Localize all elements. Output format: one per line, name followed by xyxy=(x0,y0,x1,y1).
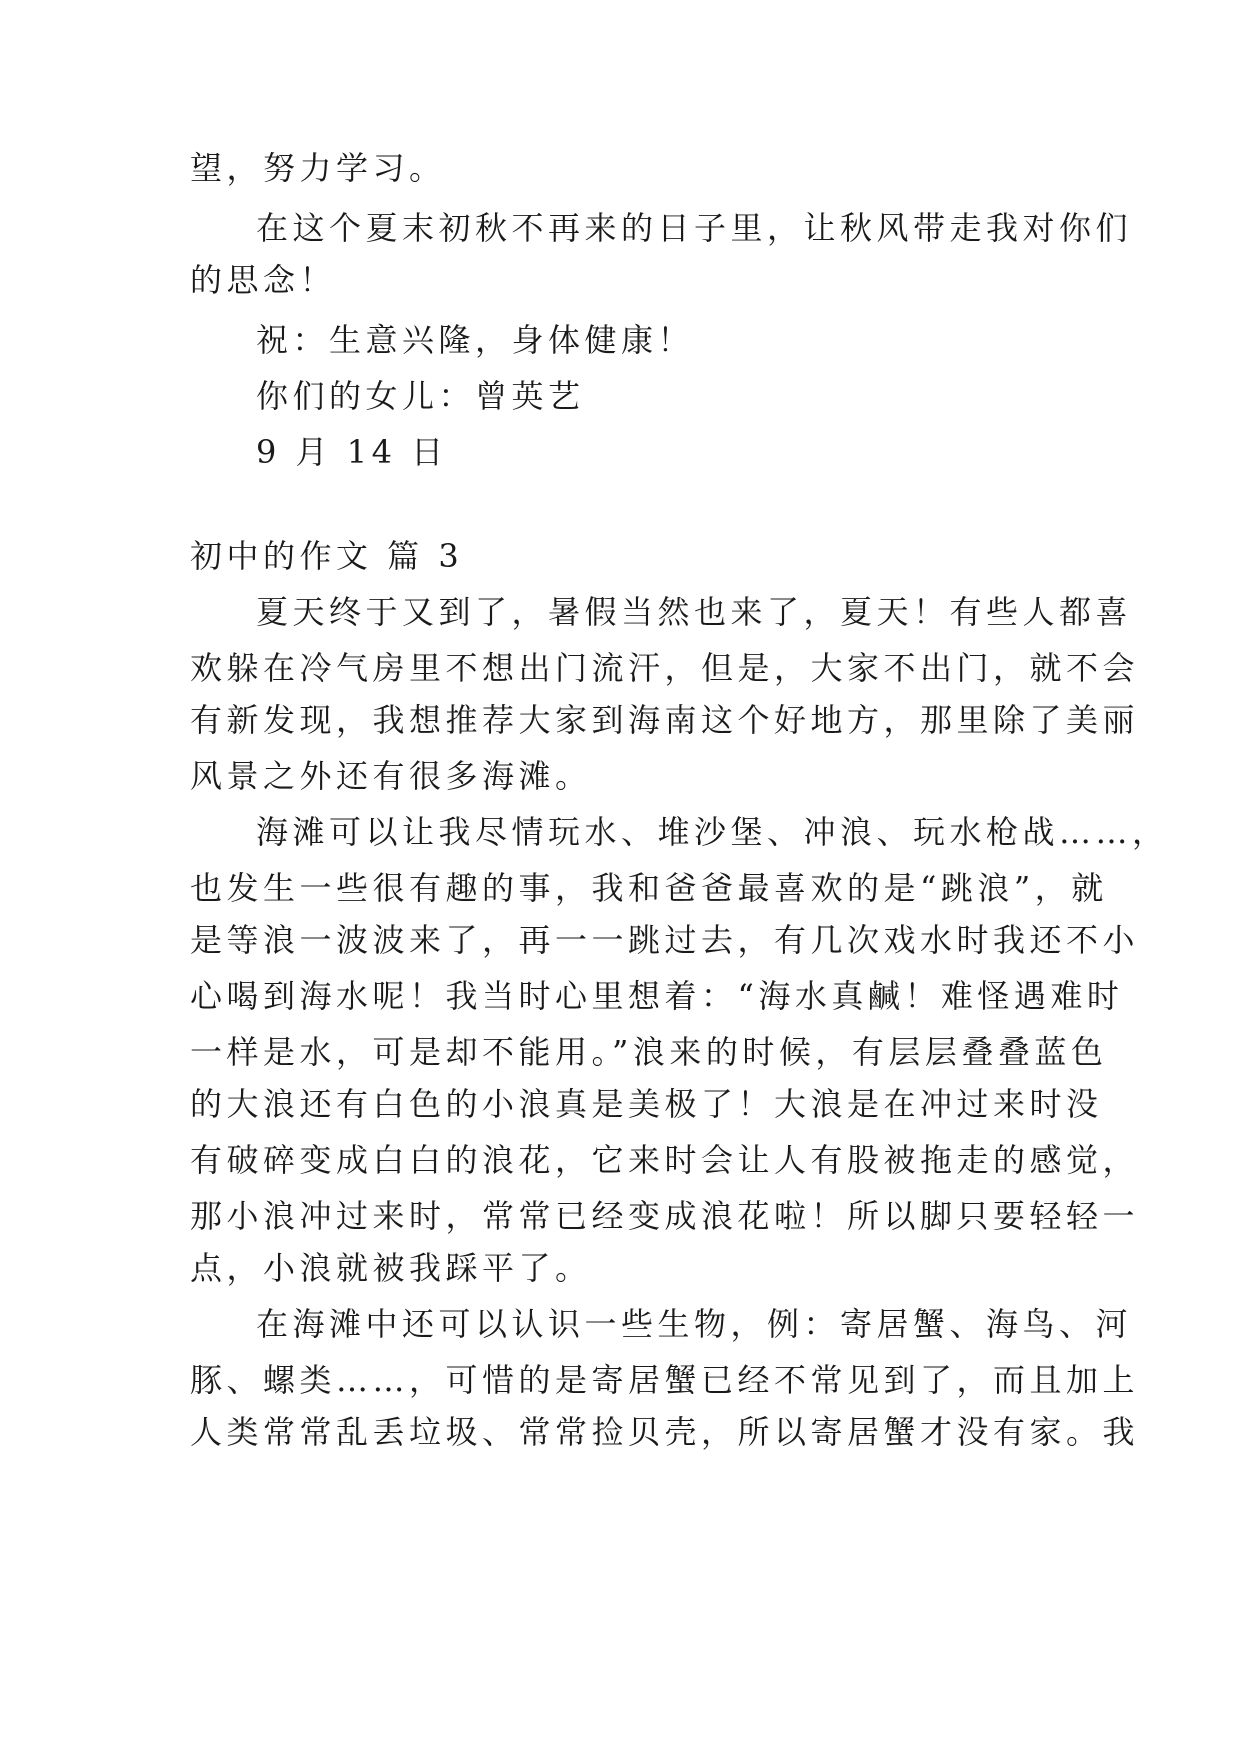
text-line: 一样是水，可是却不能用。”浪来的时候，有层层叠叠蓝色 xyxy=(190,1033,1108,1071)
text-line: 是等浪一波波来了，再一一跳过去，有几次戏水时我还不小 xyxy=(190,921,1140,959)
text-line: 欢躲在冷气房里不想出门流汗，但是，大家不出门，就不会 xyxy=(190,649,1140,687)
text-line: 的思念！ xyxy=(190,261,337,299)
text-line: 夏天终于又到了，暑假当然也来了，夏天！有些人都喜 xyxy=(256,593,1133,631)
text-line: 那小浪冲过来时，常常已经变成浪花啦！所以脚只要轻轻一 xyxy=(190,1197,1140,1235)
greeting-line: 祝：生意兴隆，身体健康！ xyxy=(256,321,695,359)
text-line: 风景之外还有很多海滩。 xyxy=(190,757,592,795)
signature-line: 你们的女儿：曾英艺 xyxy=(256,377,585,415)
section-title: 初中的作文 篇 3 xyxy=(190,537,464,575)
text-line: 在这个夏末初秋不再来的日子里，让秋风带走我对你们 xyxy=(256,209,1133,247)
text-line: 点，小浪就被我踩平了。 xyxy=(190,1249,592,1287)
text-line: 海滩可以让我尽情玩水、堆沙堡、冲浪、玩水枪战……， xyxy=(256,813,1169,851)
date-line: 9 月 14 日 xyxy=(256,433,448,471)
text-line: 豚、螺类……，可惜的是寄居蟹已经不常见到了，而且加上 xyxy=(190,1361,1140,1399)
text-line: 的大浪还有白色的小浪真是美极了！大浪是在冲过来时没 xyxy=(190,1085,1103,1123)
text-line: 有新发现，我想推荐大家到海南这个好地方，那里除了美丽 xyxy=(190,701,1140,739)
text-line: 心喝到海水呢！我当时心里想着：“海水真鹹！难怪遇难时 xyxy=(190,977,1124,1015)
text-line: 也发生一些很有趣的事，我和爸爸最喜欢的是“跳浪”，就 xyxy=(190,869,1108,907)
text-line: 在海滩中还可以认识一些生物，例：寄居蟹、海鸟、河 xyxy=(256,1305,1133,1343)
text-line: 有破碎变成白白的浪花，它来时会让人有股被拖走的感觉， xyxy=(190,1141,1140,1179)
text-line: 人类常常乱丢垃圾、常常捡贝壳，所以寄居蟹才没有家。我 xyxy=(190,1413,1140,1451)
text-line: 望，努力学习。 xyxy=(190,149,446,187)
